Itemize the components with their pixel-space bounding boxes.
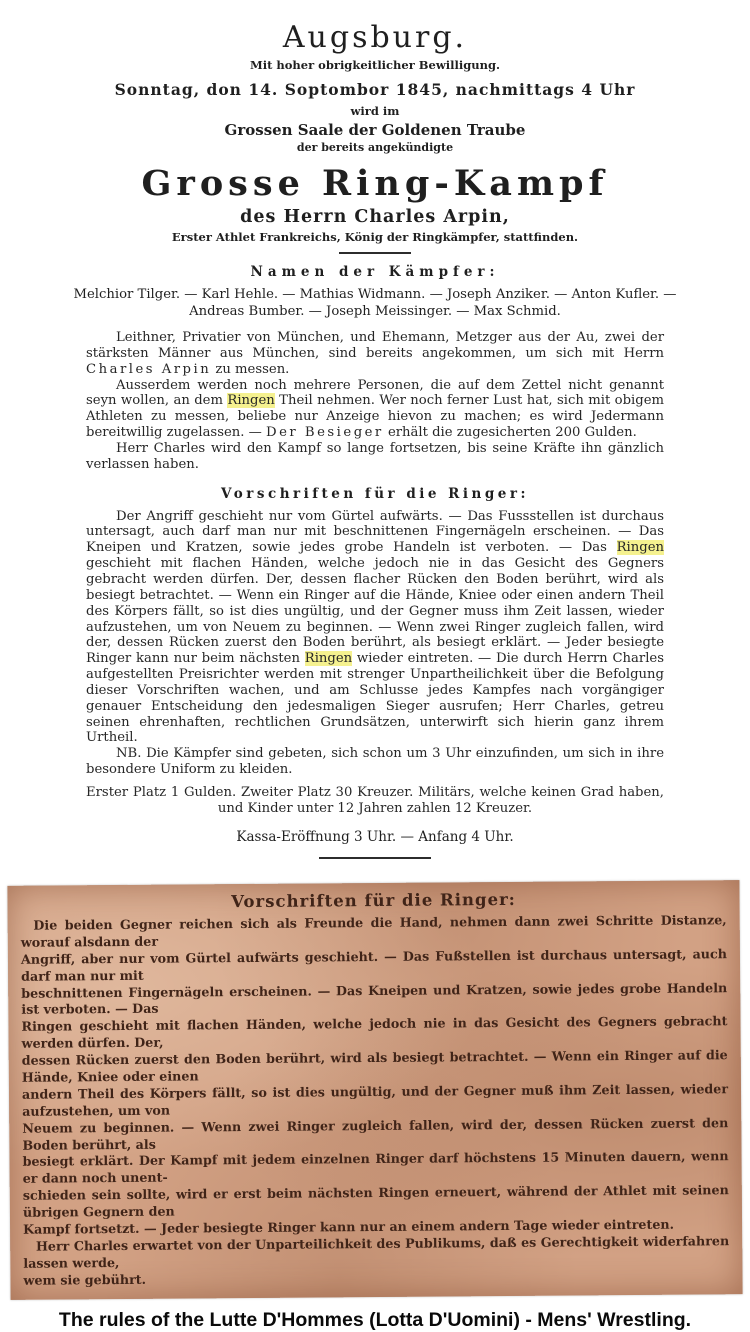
divider-rule [339,252,411,254]
performer-subtitle: Erster Athlet Frankreichs, König der Ringkämpfer, stattfinden. [171,230,579,244]
caption: The rules of the Lutte D'Hommes (Lotta D'Uomini) - Mens' Wrestling. [58,1309,692,1332]
wird-im-line: wird im [350,104,400,118]
masthead [0,20,750,319]
masthead-city: Augsburg. [282,20,468,55]
prices-paragraph: Erster Platz 1 Gulden. Zweiter Platz 30 Kreuzer. Militärs, welche keinen Grad haben, und Kinder unter 12 Jahren zahlen 12 Kreuzer. [86,784,664,816]
fighters-heading: Namen der Kämpfer: [250,264,500,280]
announcement-line: der bereits angekündigte [296,141,454,154]
date-line: Sonntag, don 14. Soptombor 1845, nachmittags 4 Uhr [114,80,636,99]
rules-paragraph: Der Angriff geschieht nur vom Gürtel aufwärts. — Das Fussstellen ist durchaus untersagt, auch darf man nur mit beschnittenen Fingernägeln erscheinen. — Das Kneipen und Kratzen, sowie jedes grobe Handeln ist verboten. — Das Ringen geschieht mit flachen Händen, welche jedoch nie in das Gesicht des Gegners gebracht werden dürfen. Der, dessen flacher Rücken den Boden berührt, wird als besiegt betrachtet. — Wenn ein Ringer auf die Hände, Kniee oder einen andern Theil des Körpers fällt, so ist dies ungültig, und der Gegner muss ihm Zeit lassen, wieder aufzustehen, um von Neuem zu beginnen. — Wenn zwei Ringer zugleich fallen, wird der, dessen Rücken zuerst den Boden berührt, als besiegt erklärt. — Jeder besiegte Ringer kann nur beim nächsten Ringen wieder eintreten. — Die durch Herrn Charles aufgestellten Preisrichter werden mit strenger Unpartheilichkeit über die Befolgung dieser Vorschriften wachen, und am Schlusse jedes Kampfes nach vorgängiger genauer Entscheidung den jedesmaligen Sieger ausrufen; Herr Charles, getreu seinen ehrenhaften, rechtlichen Grundsätzen, unterwirft sich hierin ganz ihrem Urtheil. [86,508,664,746]
performer-line: des Herrn Charles Arpin, [240,207,510,227]
fragment-body: Die beiden Gegner reichen sich als Freunde die Hand, nehmen dann zwei Schritte Distanze, worauf alsdann der Angriff, aber nur vom Gürtel aufwärts geschieht. — Das Fußstellen ist durchaus untersagt, auch darf man nur mit beschnittenen Fingernägeln erscheinen. — Das Kneipen und Kratzen, sowie jedes grobe Handeln ist verboten. — Das Ringen geschieht mit flachen Händen, welche jedoch nie in das Gesicht des Gegners gebracht werden dürfen. Der, dessen Rücken zuerst den Boden berührt, wird als besiegt betrachtet. — Wenn ein Ringer auf die Hände, Kniee oder einen andern Theil des Körpers fällt, so ist dies ungültig, und der Gegner muß ihm Zeit lassen, wieder aufzustehen, um von Neuem zu beginnen. — Wenn zwei Ringer zugleich fallen, wird der, dessen Rücken zuerst den Boden berührt, als besiegt erklärt. Der Kampf mit jedem einzelnen Ringer darf höchstens 15 Minuten dauern, wenn er dann noch unent- schieden sein sollte, wird er erst beim nächsten Ringen erneuert, während der Athlet mit seinen übrigen Gegnern den Kampf fortsetzt. — Jeder besiegte Ringer kann nur an einem andern Tage wieder eintreten. Herr Charles erwartet von der Unparteilichkeit des Publikums, daß es Gerechtigkeit widerfahren lassen werde, wem sie gebührt. [20,911,730,1288]
nb-paragraph: NB. Die Kämpfer sind gebeten, sich schon um 3 Uhr einzufinden, um sich in ihre besondere Uniform zu kleiden. [86,746,664,778]
fragment-heading: Vorschriften für die Ringer: [231,889,516,911]
rules-heading: Vorschriften für die Ringer: [221,485,529,502]
intro-paragraph-3: Herr Charles wird den Kampf so lange fortsetzen, bis seine Kräfte ihn gänzlich verlassen haben. [86,440,664,472]
fighters-line-1: Melchior Tilger. — Karl Hehle. — Mathias Widmann. — Joseph Anziker. — Anton Kufler. — [73,287,677,302]
fraktur-fragment [7,880,742,1299]
body-column [86,330,664,859]
main-title: Grosse Ring-Kampf [141,163,609,204]
bottom-rule [319,857,431,859]
intro-paragraph-2: Ausserdem werden noch mehrere Personen, die auf dem Zettel nicht genannt seyn wollen, an dem Ringen Theil nehmen. Wer noch ferner Lust hat, sich mit obigem Athleten zu messen, beliebe nur Anzeige hievon zu machen; es wird Jedermann bereitwillig zugelassen. — Der Besieger erhält die zugesicherten 200 Gulden. [86,377,665,441]
intro-paragraph-1: Leithner, Privatier von München, und Ehemann, Metzger aus der Au, zwei der stärksten Männer aus München, sind bereits angekommen, um sich mit Herrn Charles Arpin zu messen. [86,330,664,377]
fighters-line-2: Andreas Bumber. — Joseph Meissinger. — Max Schmid. [189,304,561,319]
venue-line: Grossen Saale der Goldenen Traube [224,121,526,139]
permission-line: Mit hoher obrigkeitlicher Bewilligung. [249,58,501,72]
kassa-line: Kassa-Eröffnung 3 Uhr. — Anfang 4 Uhr. [236,828,514,845]
